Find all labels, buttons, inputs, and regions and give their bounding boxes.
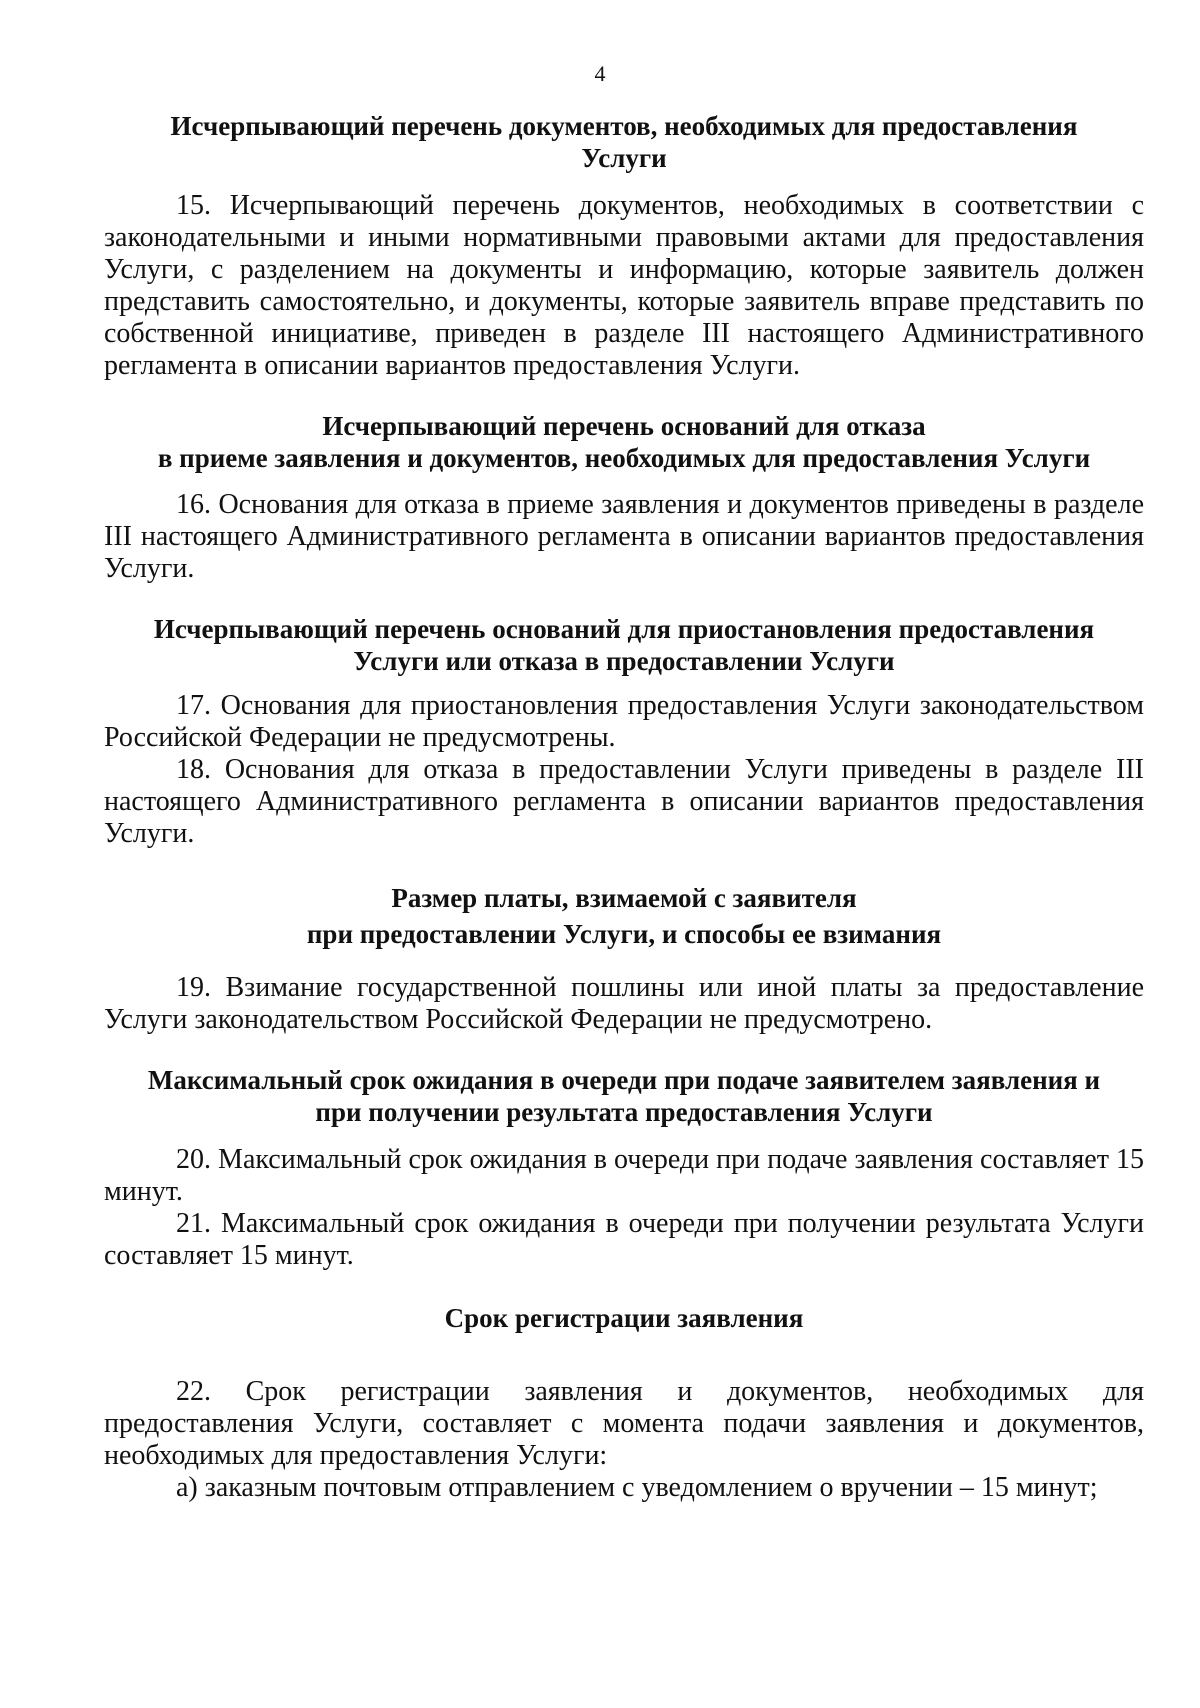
- paragraph-20: 20. Максимальный срок ожидания в очереди при подаче заявления составляет 15 минут.: [104, 1144, 1144, 1207]
- paragraph-17: 17. Основания для приостановления предоставления Услуги законодательством Российской Федерации не предусмотрены.: [104, 690, 1144, 753]
- paragraph-22: 22. Срок регистрации заявления и документов, необходимых для предоставления Услуги, составляет с момента подачи заявления и документов, необходимых для предоставления Услуги:: [104, 1376, 1144, 1471]
- paragraph-18: 18. Основания для отказа в предоставлении Услуги приведены в разделе III настоящего Административного регламента в описании вариантов предоставления Услуги.: [104, 754, 1144, 849]
- heading-line: Размер платы, взимаемой с заявителя: [391, 883, 857, 913]
- section-body-documents: [104, 190, 1144, 382]
- paragraph-19: 19. Взимание государственной пошлины или иной платы за предоставление Услуги законодательством Российской Федерации не предусмотрено.: [104, 972, 1144, 1035]
- section-body-queue-time: [104, 1144, 1144, 1272]
- paragraph-22-a: а) заказным почтовым отправлением с уведомлением о вручении – 15 минут;: [176, 1472, 1098, 1503]
- heading-line: Срок регистрации заявления: [444, 1303, 804, 1333]
- section-heading-queue-time: [104, 1064, 1144, 1128]
- heading-line: Максимальный срок ожидания в очереди при подаче заявителем заявления и: [147, 1065, 1101, 1095]
- heading-line: в приеме заявления и документов, необходимых для предоставления Услуги: [157, 443, 1091, 473]
- heading-line: при получении результата предоставления Услуги: [315, 1097, 933, 1127]
- heading-line: при предоставлении Услуги, и способы ее взимания: [306, 919, 942, 949]
- heading-line: Исчерпывающий перечень оснований для отказа: [322, 411, 926, 441]
- heading-line: Услуги: [581, 143, 667, 173]
- section-heading-refusal-acceptance: [104, 410, 1144, 474]
- heading-line: Исчерпывающий перечень документов, необходимых для предоставления: [170, 111, 1078, 141]
- section-heading-registration: [104, 1302, 1144, 1334]
- section-heading-suspension: [104, 613, 1144, 677]
- section-body-registration: [104, 1376, 1144, 1504]
- paragraph-15: 15. Исчерпывающий перечень документов, необходимых в соответствии с законодательными и иными нормативными правовыми актами для предоставления Услуги, с разделением на документы и информацию, которые заявитель должен представить самостоятельно, и документы, которые заявитель вправе представить по собственной инициативе, приведен в разделе III настоящего Административного регламента в описании вариантов предоставления Услуги.: [104, 190, 1144, 381]
- section-body-fee: [104, 972, 1144, 1036]
- section-heading-fee: [104, 882, 1144, 950]
- section-heading-documents: [104, 110, 1144, 174]
- heading-line: Услуги или отказа в предоставлении Услуги: [353, 646, 895, 676]
- paragraph-21: 21. Максимальный срок ожидания в очереди при получении результата Услуги составляет 15 минут.: [104, 1208, 1144, 1271]
- section-body-refusal-acceptance: [104, 489, 1144, 585]
- page-number: 4: [594, 61, 606, 86]
- paragraph-16: 16. Основания для отказа в приеме заявления и документов приведены в разделе III настоящего Административного регламента в описании вариантов предоставления Услуги.: [104, 489, 1144, 584]
- section-body-suspension: [104, 690, 1144, 850]
- heading-line: Исчерпывающий перечень оснований для приостановления предоставления: [153, 614, 1095, 644]
